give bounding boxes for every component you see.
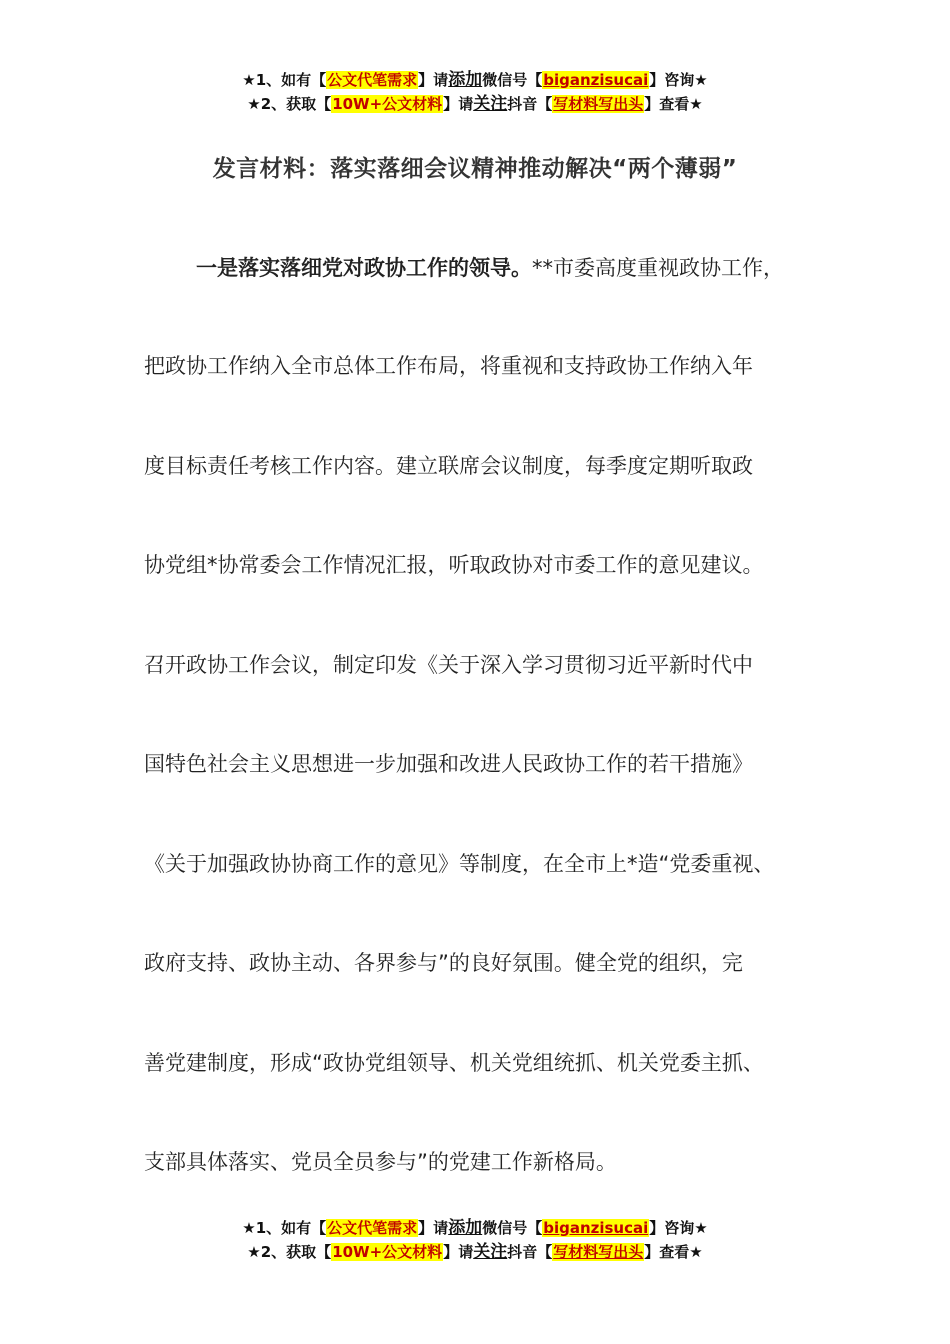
banner-highlight-wechat-id: biganzisucai [543, 71, 649, 89]
banner-line-2 [0, 92, 950, 116]
banner-text: 抖音【 [507, 95, 553, 113]
lead-heading: 一是落实落细党对政协工作的领导。 [196, 256, 532, 280]
banner-text: 】请 [418, 71, 449, 89]
body-text: **市委高度重视政协工作， [532, 256, 784, 280]
top-banner [0, 68, 950, 116]
body-line-6: 国特色社会主义思想进一步加强和改进人民政协工作的若干措施》 [144, 752, 753, 776]
bottom-banner [0, 1216, 950, 1264]
banner-highlight-douyin-id: 写材料写出头 [553, 95, 644, 113]
body-line-4: 协党组*协常委会工作情况汇报，听取政协对市委工作的意见建议。 [144, 553, 764, 577]
banner-text: ★2、获取【 [247, 95, 332, 113]
banner-text: 微信号【 [482, 1219, 543, 1237]
body-line-2: 把政协工作纳入全市总体工作布局，将重视和支持政协工作纳入年 [144, 354, 753, 378]
banner-highlight-douyin-id: 写材料写出头 [553, 1243, 644, 1261]
body-line-8: 政府支持、政协主动、各界参与”的良好氛围。健全党的组织，完 [144, 951, 743, 975]
banner-emphasis: 关注 [473, 94, 508, 114]
banner-line-2 [0, 1240, 950, 1264]
banner-emphasis: 关注 [473, 1242, 508, 1262]
banner-text: 】查看★ [644, 95, 703, 113]
banner-highlight-materials: 10W+公文材料 [332, 1243, 443, 1261]
document-title: 发言材料：落实落细会议精神推动解决“两个薄弱” [212, 156, 738, 182]
banner-emphasis: 添加 [448, 70, 483, 90]
banner-line-1 [0, 1216, 950, 1240]
banner-text: ★1、如有【 [242, 71, 327, 89]
body-line-3: 度目标责任考核工作内容。建立联席会议制度，每季度定期听取政 [144, 454, 753, 478]
banner-text: 抖音【 [507, 1243, 553, 1261]
body-line-1 [196, 252, 784, 282]
banner-text: 微信号【 [482, 71, 543, 89]
banner-text: ★1、如有【 [242, 1219, 327, 1237]
banner-highlight-service: 公文代笔需求 [327, 1219, 418, 1237]
banner-text: 】咨询★ [649, 1219, 708, 1237]
banner-highlight-materials: 10W+公文材料 [332, 95, 443, 113]
banner-highlight-service: 公文代笔需求 [327, 71, 418, 89]
banner-text: 】请 [443, 1243, 474, 1261]
body-line-9: 善党建制度，形成“政协党组领导、机关党组统抓、机关党委主抓、 [144, 1051, 764, 1075]
banner-text: 】请 [418, 1219, 449, 1237]
banner-text: 】请 [443, 95, 474, 113]
banner-text: 】查看★ [644, 1243, 703, 1261]
body-line-7: 《关于加强政协协商工作的意见》等制度，在全市上*造“党委重视、 [144, 852, 775, 876]
banner-emphasis: 添加 [448, 1218, 483, 1238]
body-line-10: 支部具体落实、党员全员参与”的党建工作新格局。 [144, 1150, 617, 1174]
banner-line-1 [0, 68, 950, 92]
banner-text: 】咨询★ [649, 71, 708, 89]
body-line-5: 召开政协工作会议，制定印发《关于深入学习贯彻习近平新时代中 [144, 653, 753, 677]
banner-highlight-wechat-id: biganzisucai [543, 1219, 649, 1237]
banner-text: ★2、获取【 [247, 1243, 332, 1261]
